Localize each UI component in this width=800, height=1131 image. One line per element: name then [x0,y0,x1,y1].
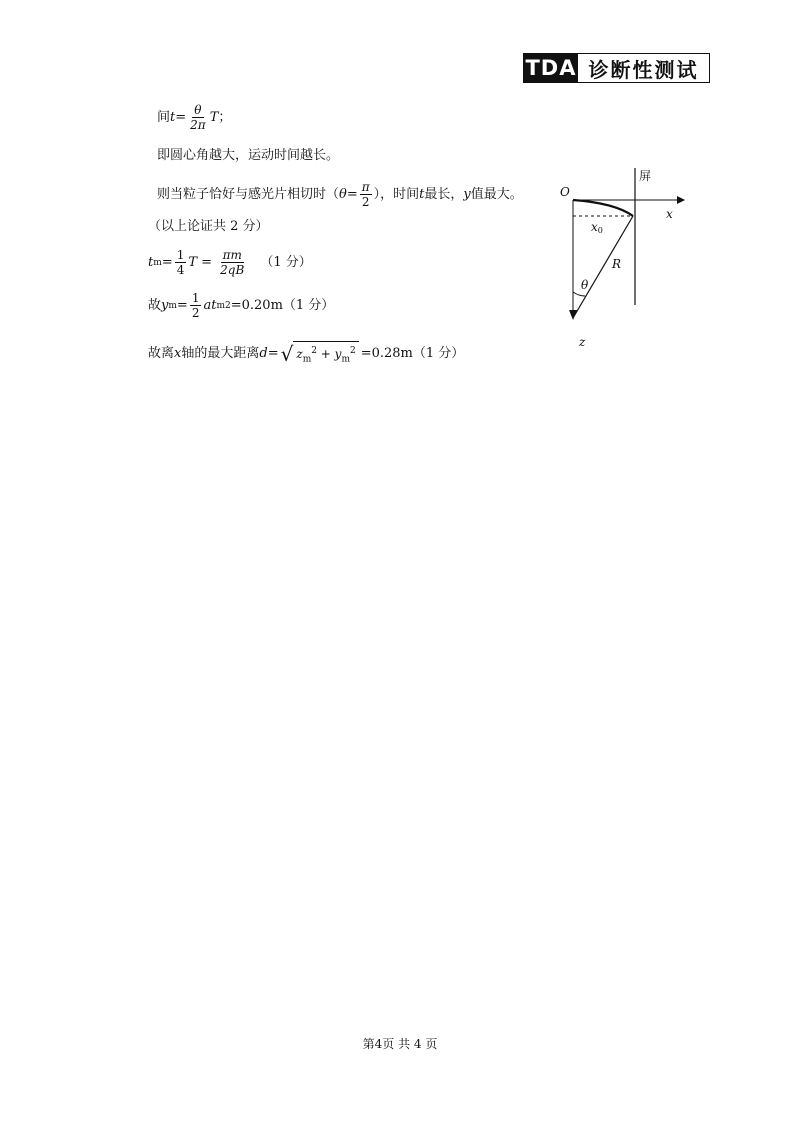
l5-sub: m [153,257,162,268]
line-distance-formula [148,341,464,367]
radius-line [573,216,633,318]
x0-label: x0 [591,220,603,235]
l5-eq1: = [161,254,173,270]
tda-logo [523,53,710,83]
l6-den: 2 [191,306,200,320]
l3-den: 2 [361,195,370,209]
l1-fraction [188,103,208,132]
z-axis-arrow [569,310,577,320]
line-tm-formula [148,248,312,277]
trajectory-diagram [545,160,685,360]
l6-sub2: m [216,300,225,311]
l6-at: at [203,297,217,313]
trajectory-arc [573,200,633,216]
l6-y: y [161,297,169,313]
page-footer: 第4页 共 4 页 [362,1037,438,1051]
l6-eq: = [176,297,188,313]
angle-label: θ [581,278,589,292]
l7-zsup: 2 [311,346,317,356]
l3-b: ），时间 [373,186,420,202]
l5-eq2: = [197,254,217,270]
line-score-note [148,219,269,235]
l3-t: t [419,186,425,202]
angle-arc [573,292,585,296]
l3-c: 最长， [424,186,464,202]
x-axis-label: x [666,207,673,221]
l5-score: （1 分） [260,254,312,270]
l7-zsub: m [302,354,312,365]
l1-den: 2π [190,118,206,132]
l6-num: 1 [191,291,200,305]
l7-ysup: 2 [349,346,356,356]
line-tangent-condition [157,180,523,209]
l2-text: 即圆心角越大，运动时间越长。 [157,148,340,163]
l6-sup: 2 [225,300,231,311]
line-angle-statement [157,148,339,164]
l1-t: t [170,109,176,125]
l7-a: 故离 [148,346,175,362]
l7-ysub: m [341,354,350,365]
screen-label: 屏 [639,169,652,183]
l3-a: 则当粒子恰好与感光片相切时（ [157,186,340,202]
l7-sqrt: √ $z_m^2 + y_m^2$ [281,341,359,367]
l1-prefix: 间 [157,109,171,125]
l5-n2: πm [222,248,242,262]
l5-d2: 2qB [220,263,245,277]
l6-val: =0.20m（1 分） [230,297,335,313]
l5-T: T [188,254,197,270]
l6-a: 故 [148,297,162,313]
z-axis-label: z [579,335,586,349]
l3-y: y [463,186,471,202]
l7-plus: + [316,347,335,361]
l3-num: π [361,180,370,194]
l1-T: T [209,109,219,125]
l7-x: x [174,346,182,362]
l5-t: t [148,254,154,270]
l4-text: （以上论证共 2 分） [148,219,269,234]
logo-title-text: 诊断性测试 [588,57,699,82]
l3-theta: θ [339,186,347,202]
l5-frac1 [175,248,187,277]
l7-radicand [293,341,358,367]
l3-eq: = [346,186,358,202]
l3-d: 值最大。 [470,186,523,202]
l1-eq: = [175,109,187,125]
origin-label: O [560,185,570,199]
l7-eq: = [267,346,279,362]
l5-d1: 4 [176,263,185,277]
l6-sub: m [168,300,177,311]
l7-b: 轴的最大距离 [181,346,260,362]
l6-fraction [190,291,202,320]
logo-tda-text: TDA [525,56,577,80]
x-axis-arrow [677,196,685,204]
line-time-formula [157,103,231,132]
l7-y: y [334,347,342,361]
l7-val: =0.28m（1 分） [360,346,465,362]
l1-num: θ [194,103,202,117]
l7-z: z [296,347,303,361]
l3-fraction [360,180,372,209]
radius-label: R [612,257,622,271]
l1-end: ； [218,109,232,125]
l7-d: d [259,346,268,362]
l5-frac2 [218,248,246,277]
line-ym-formula [148,291,334,320]
l5-n1: 1 [176,248,185,262]
